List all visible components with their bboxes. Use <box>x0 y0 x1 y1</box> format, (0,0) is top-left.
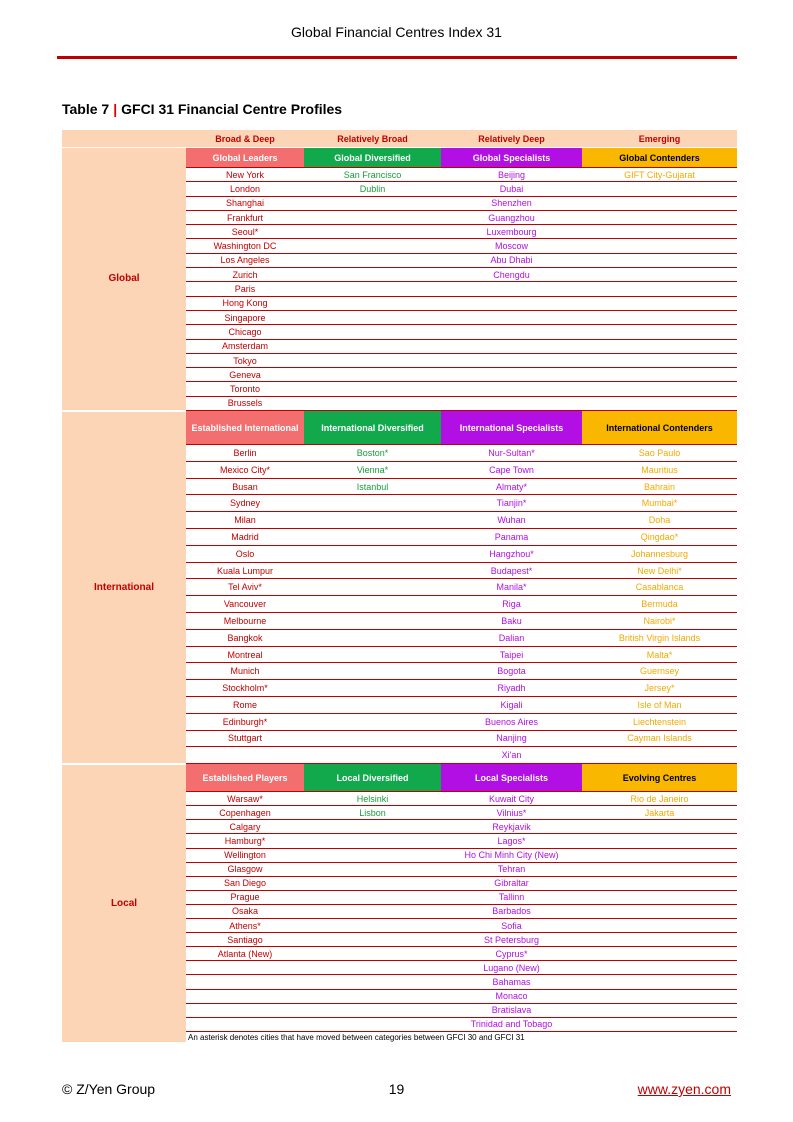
centre-cell <box>304 1003 441 1017</box>
centre-cell <box>582 862 737 876</box>
centre-cell <box>441 296 582 310</box>
centre-cell <box>304 239 441 253</box>
centre-cell <box>582 296 737 310</box>
centre-cell: Milan <box>186 512 304 529</box>
centre-cell <box>582 820 737 834</box>
group-header: International Specialists <box>441 411 582 445</box>
centre-cell: Edinburgh* <box>186 713 304 730</box>
region-label: Global <box>62 148 186 411</box>
centre-cell: Guangzhou <box>441 210 582 224</box>
centre-cell <box>304 296 441 310</box>
header-divider <box>57 56 737 59</box>
centre-cell <box>304 730 441 747</box>
centre-cell: Jersey* <box>582 680 737 697</box>
centre-cell: Nur-Sultan* <box>441 445 582 462</box>
centre-cell: Qingdao* <box>582 529 737 546</box>
centre-cell: Montreal <box>186 646 304 663</box>
centre-cell <box>582 182 737 196</box>
centre-cell: Hong Kong <box>186 296 304 310</box>
centre-cell: Amsterdam <box>186 339 304 353</box>
centre-cell <box>582 253 737 267</box>
centre-cell: Manila* <box>441 579 582 596</box>
centre-cell <box>304 848 441 862</box>
centre-cell: Mumbai* <box>582 495 737 512</box>
centre-cell: Taipei <box>441 646 582 663</box>
centre-cell <box>441 368 582 382</box>
centre-cell <box>304 933 441 947</box>
centre-cell: Ho Chi Minh City (New) <box>441 848 582 862</box>
centre-cell: Riyadh <box>441 680 582 697</box>
centre-cell: Stuttgart <box>186 730 304 747</box>
centre-cell <box>582 239 737 253</box>
centre-cell: Prague <box>186 890 304 904</box>
centre-cell: Almaty* <box>441 478 582 495</box>
centre-cell: Tallinn <box>441 890 582 904</box>
centre-cell <box>582 210 737 224</box>
centre-cell: Riga <box>441 596 582 613</box>
group-header: International Contenders <box>582 411 737 445</box>
group-header: Global Specialists <box>441 148 582 168</box>
centre-cell <box>304 680 441 697</box>
centre-cell: Lagos* <box>441 834 582 848</box>
centre-cell <box>304 325 441 339</box>
centre-cell <box>304 529 441 546</box>
centre-cell: Tokyo <box>186 353 304 367</box>
centre-cell <box>304 512 441 529</box>
centre-cell: Rio de Janeiro <box>582 792 737 806</box>
centre-cell: Mauritius <box>582 461 737 478</box>
centre-cell: Sofia <box>441 919 582 933</box>
centre-cell: Atlanta (New) <box>186 947 304 961</box>
centre-cell <box>304 663 441 680</box>
centre-cell <box>186 989 304 1003</box>
centre-cell: Zurich <box>186 268 304 282</box>
centre-cell: Lisbon <box>304 806 441 820</box>
centre-cell: Casablanca <box>582 579 737 596</box>
group-header: Local Specialists <box>441 764 582 792</box>
centre-cell: GIFT City-Gujarat <box>582 168 737 182</box>
centre-cell <box>582 961 737 975</box>
centre-cell: Brussels <box>186 396 304 410</box>
centre-cell: Panama <box>441 529 582 546</box>
group-header: Global Leaders <box>186 148 304 168</box>
centre-cell: Cyprus* <box>441 947 582 961</box>
centre-cell: London <box>186 182 304 196</box>
centre-cell <box>186 1017 304 1031</box>
centre-cell: Osaka <box>186 904 304 918</box>
centre-cell <box>582 890 737 904</box>
centre-cell <box>441 282 582 296</box>
centre-cell: Bahamas <box>441 975 582 989</box>
centre-cell <box>582 396 737 410</box>
category-header: Relatively Deep <box>441 130 582 148</box>
centre-cell <box>304 629 441 646</box>
centre-cell: Shanghai <box>186 196 304 210</box>
centre-cell <box>186 1003 304 1017</box>
centre-cell: Monaco <box>441 989 582 1003</box>
centre-cell: Kuala Lumpur <box>186 562 304 579</box>
centre-cell: Madrid <box>186 529 304 546</box>
category-header: Broad & Deep <box>186 130 304 148</box>
centre-cell <box>582 904 737 918</box>
centre-cell <box>441 325 582 339</box>
centre-cell: Tehran <box>441 862 582 876</box>
centre-cell: St Petersburg <box>441 933 582 947</box>
centre-cell <box>304 646 441 663</box>
centre-cell <box>304 890 441 904</box>
centre-cell <box>304 339 441 353</box>
centre-cell: Vancouver <box>186 596 304 613</box>
centre-cell: Doha <box>582 512 737 529</box>
centre-cell <box>304 495 441 512</box>
centre-cell <box>441 339 582 353</box>
centre-cell <box>441 353 582 367</box>
category-header: Relatively Broad <box>304 130 441 148</box>
centre-cell <box>304 975 441 989</box>
centre-cell: Nairobi* <box>582 613 737 630</box>
centre-cell <box>304 747 441 764</box>
centre-cell: Buenos Aires <box>441 713 582 730</box>
centre-cell <box>582 1003 737 1017</box>
centre-cell <box>582 310 737 324</box>
centre-cell: Stockholm* <box>186 680 304 697</box>
centre-cell <box>582 947 737 961</box>
centre-cell <box>582 382 737 396</box>
centre-cell: Bahrain <box>582 478 737 495</box>
section-header-row <box>62 148 737 168</box>
centre-cell <box>304 196 441 210</box>
centre-cell: Vienna* <box>304 461 441 478</box>
centre-cell <box>304 834 441 848</box>
centre-cell <box>582 919 737 933</box>
centre-cell: Busan <box>186 478 304 495</box>
centre-cell <box>304 1017 441 1031</box>
group-header: Established Players <box>186 764 304 792</box>
centre-cell: New Delhi* <box>582 562 737 579</box>
centre-cell <box>582 848 737 862</box>
centre-cell: Melbourne <box>186 613 304 630</box>
centre-cell <box>304 961 441 975</box>
centre-cell <box>304 862 441 876</box>
centre-cell: Luxembourg <box>441 225 582 239</box>
group-header: International Diversified <box>304 411 441 445</box>
table-number: Table 7 <box>62 101 110 117</box>
centre-cell: Wuhan <box>441 512 582 529</box>
centre-cell <box>582 747 737 764</box>
centre-cell <box>304 268 441 282</box>
category-header-row <box>62 130 737 148</box>
centre-cell <box>441 396 582 410</box>
centre-cell: Malta* <box>582 646 737 663</box>
centre-cell: British Virgin Islands <box>582 629 737 646</box>
centre-cell <box>304 876 441 890</box>
centre-cell <box>186 961 304 975</box>
centre-cell <box>582 876 737 890</box>
centre-cell <box>304 382 441 396</box>
centre-cell: Dublin <box>304 182 441 196</box>
group-header: Global Contenders <box>582 148 737 168</box>
centre-cell <box>582 834 737 848</box>
centre-cell <box>582 933 737 947</box>
centre-cell <box>304 989 441 1003</box>
centre-cell: Oslo <box>186 545 304 562</box>
centre-cell: Calgary <box>186 820 304 834</box>
centre-cell: Abu Dhabi <box>441 253 582 267</box>
centre-cell <box>582 268 737 282</box>
centre-cell: Washington DC <box>186 239 304 253</box>
centre-cell: Tel Aviv* <box>186 579 304 596</box>
centre-cell <box>304 225 441 239</box>
centre-cell: Toronto <box>186 382 304 396</box>
centre-cell: Bratislava <box>441 1003 582 1017</box>
centre-cell: Singapore <box>186 310 304 324</box>
footer-copyright: © Z/Yen Group <box>62 1081 156 1097</box>
centre-cell: Seoul* <box>186 225 304 239</box>
centre-cell: Shenzhen <box>441 196 582 210</box>
centre-cell <box>304 562 441 579</box>
section-header-row <box>62 411 737 445</box>
page-header-title: Global Financial Centres Index 31 <box>291 24 502 40</box>
centre-cell: Bermuda <box>582 596 737 613</box>
centre-cell: Sydney <box>186 495 304 512</box>
centre-cell <box>304 713 441 730</box>
centre-cell: Glasgow <box>186 862 304 876</box>
centre-cell <box>582 196 737 210</box>
centre-cell: Munich <box>186 663 304 680</box>
centre-cell <box>304 613 441 630</box>
centre-cell <box>582 989 737 1003</box>
centre-cell <box>582 975 737 989</box>
region-label: International <box>62 411 186 764</box>
centre-cell: Kigali <box>441 697 582 714</box>
centre-cell: Jakarta <box>582 806 737 820</box>
group-header: Evolving Centres <box>582 764 737 792</box>
centre-cell: San Francisco <box>304 168 441 182</box>
table-caption: GFCI 31 Financial Centre Profiles <box>121 101 343 117</box>
centre-cell <box>304 947 441 961</box>
centre-cell <box>582 282 737 296</box>
centre-cell: Beijing <box>441 168 582 182</box>
centre-cell: San Diego <box>186 876 304 890</box>
centre-cell: Geneva <box>186 368 304 382</box>
centre-cell <box>304 282 441 296</box>
financial-centre-profiles-table <box>62 130 737 1044</box>
centre-cell: Johannesburg <box>582 545 737 562</box>
centre-cell: Moscow <box>441 239 582 253</box>
centre-cell: Lugano (New) <box>441 961 582 975</box>
footer-website-link[interactable]: www.zyen.com <box>637 1081 731 1097</box>
centre-cell: Trinidad and Tobago <box>441 1017 582 1031</box>
centre-cell: Isle of Man <box>582 697 737 714</box>
category-header: Emerging <box>582 130 737 148</box>
group-header: Global Diversified <box>304 148 441 168</box>
centre-cell: Rome <box>186 697 304 714</box>
centre-cell: Athens* <box>186 919 304 933</box>
centre-cell <box>582 1017 737 1031</box>
centre-cell <box>304 820 441 834</box>
table-title <box>62 101 342 117</box>
centre-cell <box>304 579 441 596</box>
centre-cell: Boston* <box>304 445 441 462</box>
centre-cell: Warsaw* <box>186 792 304 806</box>
centre-cell: Reykjavik <box>441 820 582 834</box>
centre-cell <box>304 253 441 267</box>
centre-cell <box>304 368 441 382</box>
centre-cell: Gibraltar <box>441 876 582 890</box>
centre-cell <box>186 747 304 764</box>
centre-cell: Cape Town <box>441 461 582 478</box>
centre-cell <box>304 210 441 224</box>
centre-cell <box>582 353 737 367</box>
centre-cell: Chicago <box>186 325 304 339</box>
footer-page-number: 19 <box>388 1081 405 1097</box>
centre-cell: Helsinki <box>304 792 441 806</box>
group-header: Established International <box>186 411 304 445</box>
centre-cell: Frankfurt <box>186 210 304 224</box>
centre-cell <box>304 697 441 714</box>
centre-cell: Xi'an <box>441 747 582 764</box>
centre-cell <box>582 339 737 353</box>
centre-cell <box>304 310 441 324</box>
centre-cell <box>441 382 582 396</box>
centre-cell: Wellington <box>186 848 304 862</box>
centre-cell: Guernsey <box>582 663 737 680</box>
centre-cell: Baku <box>441 613 582 630</box>
centre-cell: Barbados <box>441 904 582 918</box>
centre-cell <box>186 975 304 989</box>
centre-cell: Cayman Islands <box>582 730 737 747</box>
section-header-row <box>62 764 737 792</box>
centre-cell: Hamburg* <box>186 834 304 848</box>
centre-cell <box>304 545 441 562</box>
centre-cell: Berlin <box>186 445 304 462</box>
centre-cell: Dubai <box>441 182 582 196</box>
centre-cell: Liechtenstein <box>582 713 737 730</box>
title-separator: | <box>113 101 118 117</box>
centre-cell: Tianjin* <box>441 495 582 512</box>
centre-cell <box>304 353 441 367</box>
centre-cell: Istanbul <box>304 478 441 495</box>
centre-cell <box>582 225 737 239</box>
centre-cell <box>304 396 441 410</box>
centre-cell: Nanjing <box>441 730 582 747</box>
centre-cell: Hangzhou* <box>441 545 582 562</box>
centre-cell: Kuwait City <box>441 792 582 806</box>
centre-cell: Bangkok <box>186 629 304 646</box>
group-header: Local Diversified <box>304 764 441 792</box>
centre-cell <box>304 596 441 613</box>
asterisk-note: An asterisk denotes cities that have moved between categories between GFCI 30 and GFCI 31 <box>188 1033 525 1043</box>
centre-cell: Los Angeles <box>186 253 304 267</box>
centre-cell: Bogota <box>441 663 582 680</box>
centre-cell: Mexico City* <box>186 461 304 478</box>
centre-cell: Vilnius* <box>441 806 582 820</box>
region-label: Local <box>62 764 186 1044</box>
centre-cell <box>304 904 441 918</box>
centre-cell: Dalian <box>441 629 582 646</box>
centre-cell: Sao Paulo <box>582 445 737 462</box>
centre-cell <box>304 919 441 933</box>
centre-cell: Santiago <box>186 933 304 947</box>
centre-cell: Copenhagen <box>186 806 304 820</box>
centre-cell <box>582 325 737 339</box>
centre-cell: Chengdu <box>441 268 582 282</box>
category-corner <box>62 130 186 148</box>
centre-cell: Budapest* <box>441 562 582 579</box>
centre-cell: Paris <box>186 282 304 296</box>
centre-cell <box>441 310 582 324</box>
centre-cell <box>582 368 737 382</box>
centre-cell: New York <box>186 168 304 182</box>
